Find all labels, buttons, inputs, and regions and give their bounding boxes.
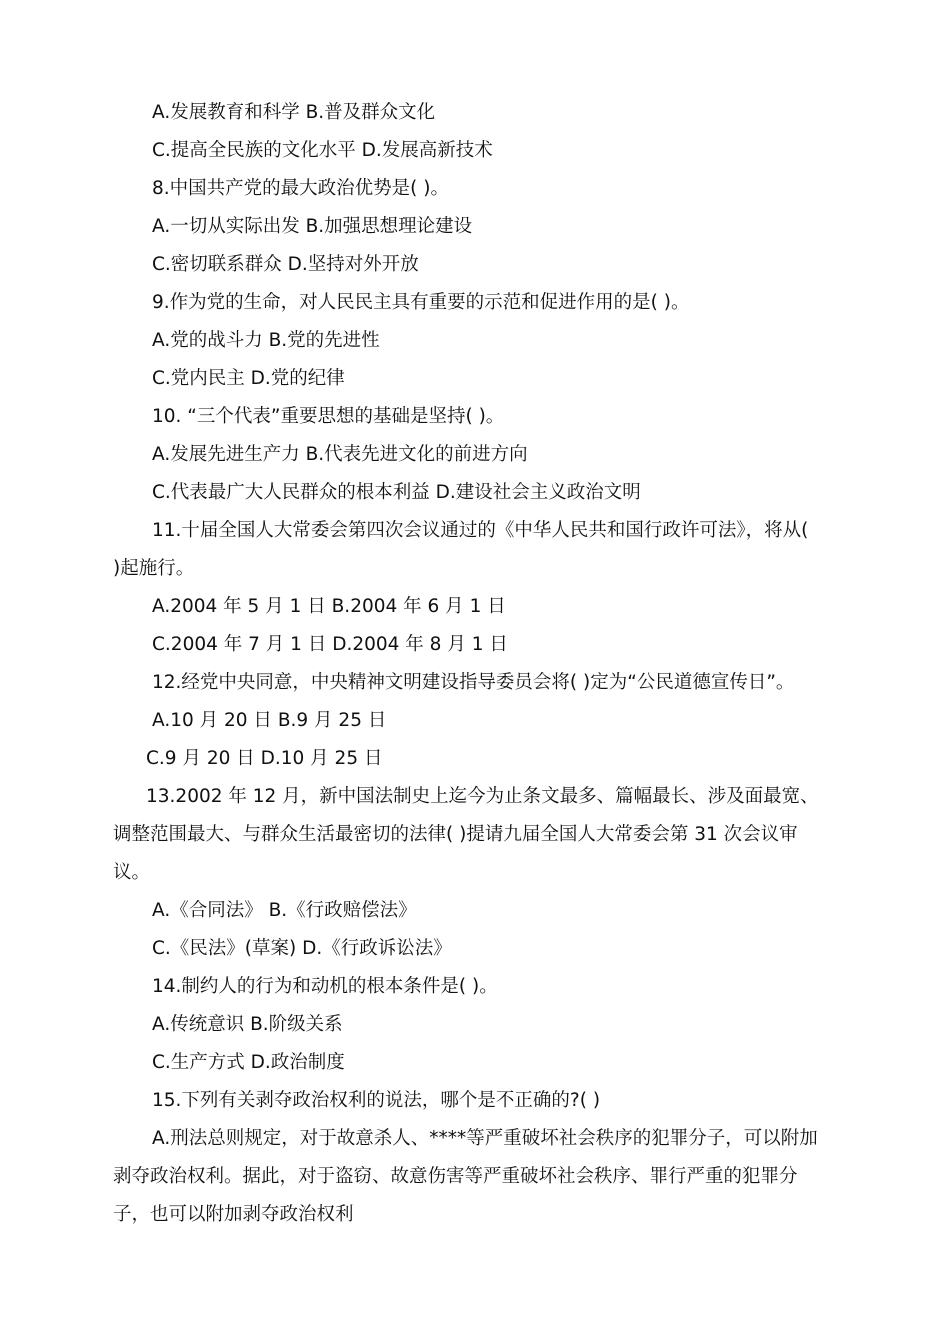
q7-options-cd: C.提高全民族的文化水平 D.发展高新技术	[152, 140, 493, 161]
q14-options-cd: C.生产方式 D.政治制度	[152, 1052, 345, 1073]
q15-question: 15.下列有关剥夺政治权利的说法，哪个是不正确的?( )	[152, 1090, 601, 1111]
q14-question: 14.制约人的行为和动机的根本条件是( )。	[152, 976, 498, 997]
q12-options-ab: A.10 月 20 日 B.9 月 25 日	[152, 710, 387, 731]
q11-question-line2: )起施行。	[113, 558, 195, 579]
q9-options-ab: A.党的战斗力 B.党的先进性	[152, 330, 380, 351]
q13-question-line3: 议。	[113, 862, 151, 883]
q13-question-line2: 调整范围最大、与群众生活最密切的法律( )提请九届全国人大常委会第 31 次会议审	[113, 824, 798, 845]
q8-question: 8.中国共产党的最大政治优势是( )。	[152, 178, 449, 199]
q15-option-a-line2: 剥夺政治权利。据此，对于盗窃、故意伤害等严重破坏社会秩序、罪行严重的犯罪分	[113, 1166, 798, 1187]
q13-options-ab: A.《合同法》 B.《行政赔偿法》	[152, 900, 417, 921]
q12-question: 12.经党中央同意，中央精神文明建设指导委员会将( )定为“公民道德宣传日”。	[152, 672, 795, 693]
q10-options-ab: A.发展先进生产力 B.代表先进文化的前进方向	[152, 444, 528, 465]
q14-options-ab: A.传统意识 B.阶级关系	[152, 1014, 343, 1035]
q9-question: 9.作为党的生命，对人民民主具有重要的示范和促进作用的是( )。	[152, 292, 690, 313]
q8-options-ab: A.一切从实际出发 B.加强思想理论建设	[152, 216, 473, 237]
q7-options-ab: A.发展教育和科学 B.普及群众文化	[152, 102, 436, 123]
q11-options-ab: A.2004 年 5 月 1 日 B.2004 年 6 月 1 日	[152, 596, 506, 617]
q8-options-cd: C.密切联系群众 D.坚持对外开放	[152, 254, 419, 275]
q15-option-a-line3: 子，也可以附加剥夺政治权利	[113, 1204, 354, 1225]
q10-question: 10. “三个代表”重要思想的基础是坚持( )。	[152, 406, 505, 427]
q15-option-a-line1: A.刑法总则规定，对于故意杀人、****等严重破坏社会秩序的犯罪分子，可以附加	[152, 1128, 818, 1149]
q13-options-cd: C.《民法》(草案) D.《行政诉讼法》	[152, 938, 452, 959]
q12-options-cd: C.9 月 20 日 D.10 月 25 日	[146, 748, 383, 769]
q13-question-line1: 13.2002 年 12 月，新中国法制史上迄今为止条文最多、篇幅最长、涉及面最宽、	[146, 786, 819, 807]
q11-question-line1: 11.十届全国人大常委会第四次会议通过的《中华人民共和国行政许可法》，将从(	[152, 520, 809, 541]
q10-options-cd: C.代表最广大人民群众的根本利益 D.建设社会主义政治文明	[152, 482, 641, 503]
q11-options-cd: C.2004 年 7 月 1 日 D.2004 年 8 月 1 日	[152, 634, 508, 655]
q9-options-cd: C.党内民主 D.党的纪律	[152, 368, 345, 389]
